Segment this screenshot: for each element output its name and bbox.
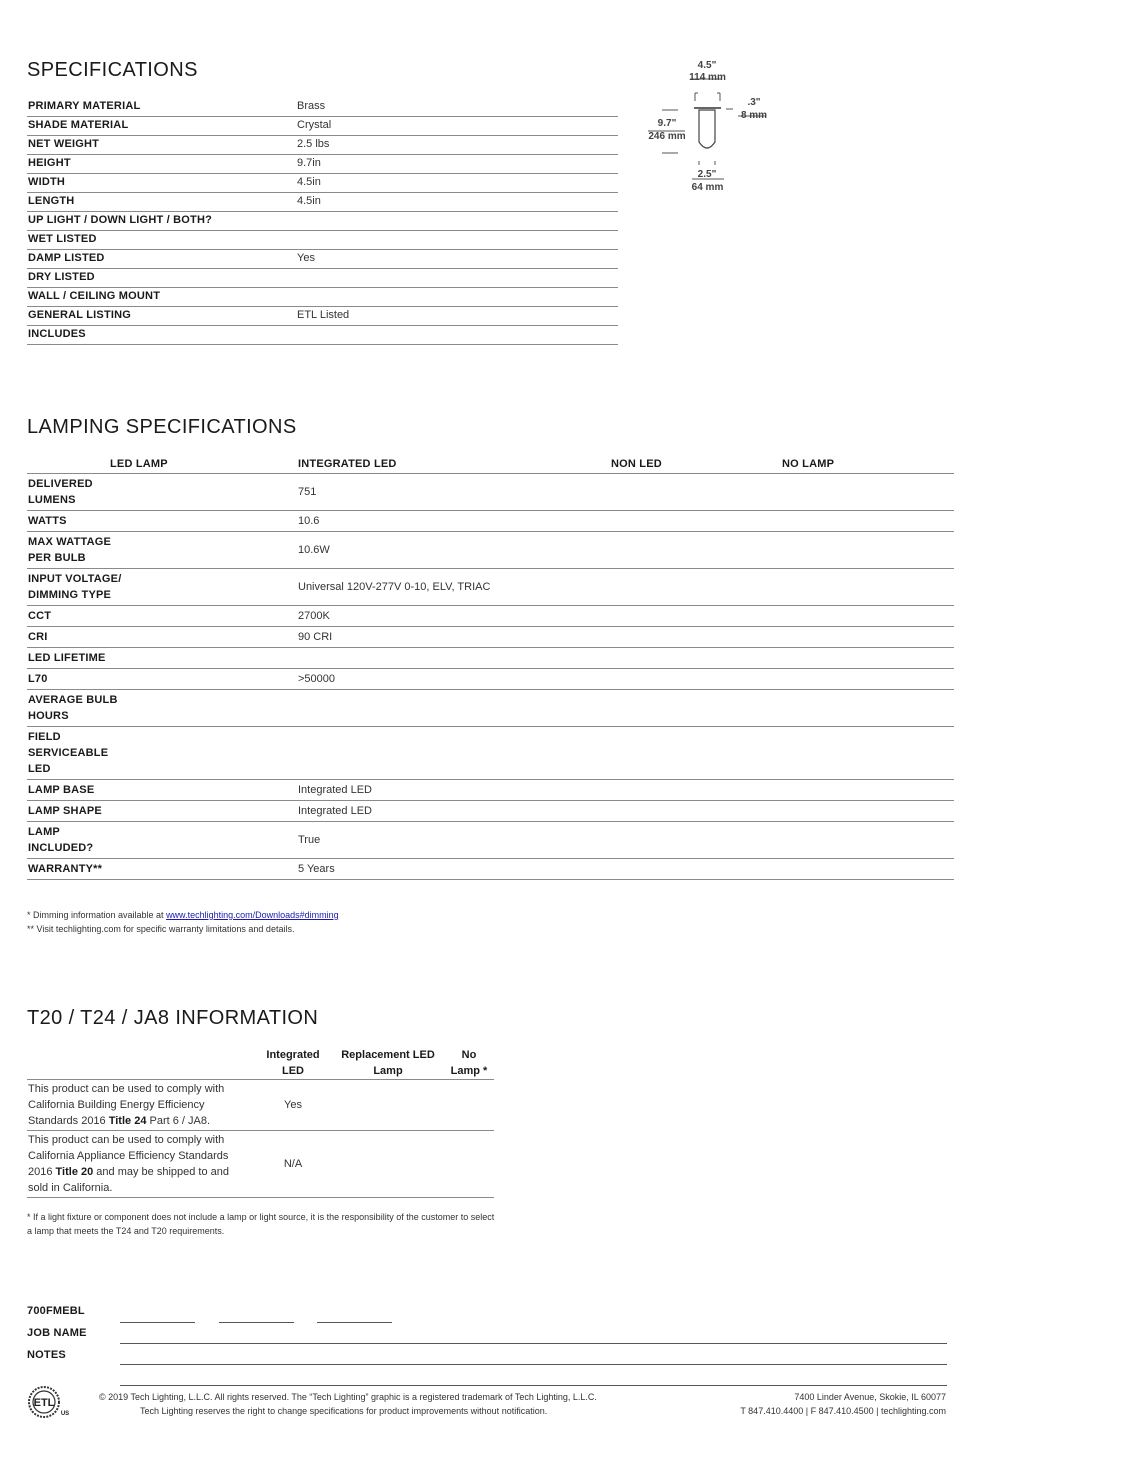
t20-table: [27, 1046, 494, 1198]
t20-row-title20-value: N/A: [283, 1158, 303, 1170]
lamping-table: [27, 455, 954, 880]
spec-label: HEIGHT: [28, 157, 71, 169]
lamping-value: 10.6: [298, 515, 320, 527]
top-dimension-mm: 114 mm: [689, 72, 726, 83]
part-number: 700FMEBL: [27, 1305, 85, 1317]
lamping-row: [27, 822, 954, 859]
specifications-title: SPECIFICATIONS: [27, 59, 198, 81]
t20-header-integrated: Integrated LED: [266, 1049, 320, 1077]
spec-label: UP LIGHT / DOWN LIGHT / BOTH?: [28, 214, 213, 226]
header-non-led: NON LED: [611, 458, 662, 470]
etl-listed-icon: [27, 1385, 71, 1419]
footer-copyright: © 2019 Tech Lighting, L.L.C. All rights reserved. The “Tech Lighting” graphic is a registered trademark of Tech Lighting, L.L.C.: [99, 1392, 597, 1402]
spec-row: [27, 326, 618, 345]
bottom-dimension-mm: 64 mm: [691, 182, 724, 193]
part-field-3[interactable]: [317, 1322, 392, 1323]
spec-label: WET LISTED: [28, 233, 97, 245]
spec-row: [27, 212, 618, 231]
lamping-label: FIELD SERVICEABLE LED: [28, 731, 109, 775]
lamping-label: LAMP INCLUDED?: [28, 826, 94, 854]
lamping-label: INPUT VOLTAGE/ DIMMING TYPE: [28, 573, 122, 601]
lamping-value: Universal 120V-277V 0-10, ELV, TRIAC: [298, 581, 491, 593]
spec-value: ETL Listed: [297, 309, 350, 321]
spec-row: [27, 250, 618, 269]
lamping-value: Integrated LED: [298, 784, 372, 796]
t20-note: * If a light fixture or component does not include a lamp or light source, it is the responsibility of the customer to select a lamp that meets the T24 and T20 requirements.: [27, 1212, 495, 1236]
notes-field-1[interactable]: [120, 1364, 947, 1365]
t20-header-no-lamp: No Lamp *: [450, 1049, 488, 1077]
lamping-row: [27, 690, 954, 727]
job-name-label: JOB NAME: [27, 1327, 87, 1339]
etl-logo-text: ETL: [33, 1397, 55, 1409]
spec-row: [27, 155, 618, 174]
job-name-field[interactable]: [120, 1343, 947, 1344]
right-dimension-mm: 8 mm: [740, 110, 768, 121]
lamping-value: 2700K: [298, 610, 330, 622]
spec-label: WALL / CEILING MOUNT: [28, 290, 161, 302]
part-field-1[interactable]: [120, 1322, 195, 1323]
spec-row: [27, 193, 618, 212]
etl-logo: [27, 1385, 71, 1419]
lamping-row: [27, 532, 954, 569]
lamping-label: L70: [28, 673, 48, 685]
t20-row-title24-value: Yes: [284, 1099, 302, 1111]
spec-label: NET WEIGHT: [28, 138, 100, 150]
lamping-label: MAX WATTAGE PER BULB: [28, 536, 112, 564]
warranty-note: ** Visit techlighting.com for specific warranty limitations and details.: [27, 924, 295, 934]
dimming-note: [27, 910, 339, 920]
spec-row: [27, 117, 618, 136]
spec-label: LENGTH: [28, 195, 75, 207]
lamping-row: [27, 511, 954, 532]
lamping-label: WATTS: [28, 515, 67, 527]
lamping-row: [27, 569, 954, 606]
lamping-rows: [27, 474, 954, 880]
spec-row: [27, 174, 618, 193]
spec-row: [27, 269, 618, 288]
lamping-label: AVERAGE BULB HOURS: [28, 694, 118, 722]
spec-label: GENERAL LISTING: [28, 309, 132, 321]
lamping-row: [27, 780, 954, 801]
header-integrated-led: INTEGRATED LED: [298, 458, 397, 470]
lamping-value: >50000: [298, 673, 336, 685]
notes-field-2[interactable]: [120, 1385, 947, 1386]
lamping-label: LED LIFETIME: [28, 652, 106, 664]
header-no-lamp: NO LAMP: [782, 458, 835, 470]
lamping-label: DELIVERED LUMENS: [28, 478, 93, 506]
lamping-value: 5 Years: [298, 863, 335, 875]
footer-address: 7400 Linder Avenue, Skokie, IL 60077: [794, 1392, 946, 1402]
lamping-label: LAMP BASE: [28, 784, 95, 796]
lamping-label: CRI: [28, 631, 48, 643]
spec-row: [27, 136, 618, 155]
part-field-2[interactable]: [219, 1322, 294, 1323]
side-dimension-in: 9.7": [657, 118, 677, 129]
footer-reserve: Tech Lighting reserves the right to change specifications for product improvements without notification.: [140, 1406, 548, 1416]
lamping-value: True: [298, 834, 321, 846]
spec-value: Crystal: [297, 119, 332, 131]
footer-contact: T 847.410.4400 | F 847.410.4500 | techlighting.com: [740, 1406, 946, 1416]
spec-value: Yes: [297, 252, 315, 264]
lamping-row: [27, 648, 954, 669]
spec-row: [27, 288, 618, 307]
spec-value: Brass: [297, 100, 326, 112]
dimming-link[interactable]: www.techlighting.com/Downloads#dimming: [166, 910, 339, 920]
t20-header-replacement: Replacement LED Lamp: [341, 1049, 435, 1077]
t20-row-title20-desc: This product can be used to comply with California Appliance Efficiency Standards 2016 Title 20 and may be shipped to and sold in California.: [28, 1134, 230, 1194]
spec-label: INCLUDES: [28, 328, 86, 340]
lamping-value: 90 CRI: [298, 631, 333, 643]
lamping-row: [27, 801, 954, 822]
t20-title: T20 / T24 / JA8 INFORMATION: [27, 1007, 319, 1029]
spec-value: 4.5in: [297, 176, 321, 188]
etl-logo-us: US: [60, 1411, 70, 1417]
lamping-value: 751: [298, 486, 317, 498]
lamping-label: LAMP SHAPE: [28, 805, 102, 817]
notes-label: NOTES: [27, 1349, 66, 1361]
lamping-value: Integrated LED: [298, 805, 372, 817]
lamping-row: [27, 627, 954, 648]
t20-row-title20: [27, 1131, 494, 1198]
spec-value: 4.5in: [297, 195, 321, 207]
spec-row: [27, 98, 618, 117]
spec-row: [27, 231, 618, 250]
lamping-row: [27, 606, 954, 627]
t20-row-title24: [27, 1080, 494, 1131]
top-dimension-in: 4.5": [697, 60, 717, 71]
lamping-row: [27, 859, 954, 880]
header-led-lamp: LED LAMP: [110, 458, 168, 470]
dimension-drawing: [640, 55, 780, 200]
dimming-note-text: * Dimming information available at: [27, 910, 167, 920]
lamping-label: WARRANTY**: [28, 863, 103, 875]
t20-row-title24-desc: This product can be used to comply with California Building Energy Efficiency Standards 2016 Title 24 Part 6 / JA8.: [28, 1083, 225, 1127]
t20-header-row: [27, 1046, 494, 1080]
lamping-label: CCT: [28, 610, 52, 622]
lamping-title: LAMPING SPECIFICATIONS: [27, 416, 297, 438]
side-dimension-mm: 246 mm: [648, 131, 686, 142]
spec-label: DAMP LISTED: [28, 252, 105, 264]
lamping-row: [27, 669, 954, 690]
lamping-row: [27, 474, 954, 511]
spec-value: 9.7in: [297, 157, 321, 169]
spec-value: 2.5 lbs: [297, 138, 330, 150]
spec-label: PRIMARY MATERIAL: [28, 100, 141, 112]
lamping-value: 10.6W: [298, 544, 330, 556]
lamping-row: [27, 727, 954, 780]
specifications-table: [27, 98, 618, 345]
spec-label: SHADE MATERIAL: [28, 119, 129, 131]
spec-label: DRY LISTED: [28, 271, 95, 283]
spec-row: [27, 307, 618, 326]
spec-label: WIDTH: [28, 176, 66, 188]
right-dimension-in: .3": [747, 97, 761, 108]
bottom-dimension-in: 2.5": [697, 169, 717, 180]
lamping-header-row: [27, 455, 954, 474]
